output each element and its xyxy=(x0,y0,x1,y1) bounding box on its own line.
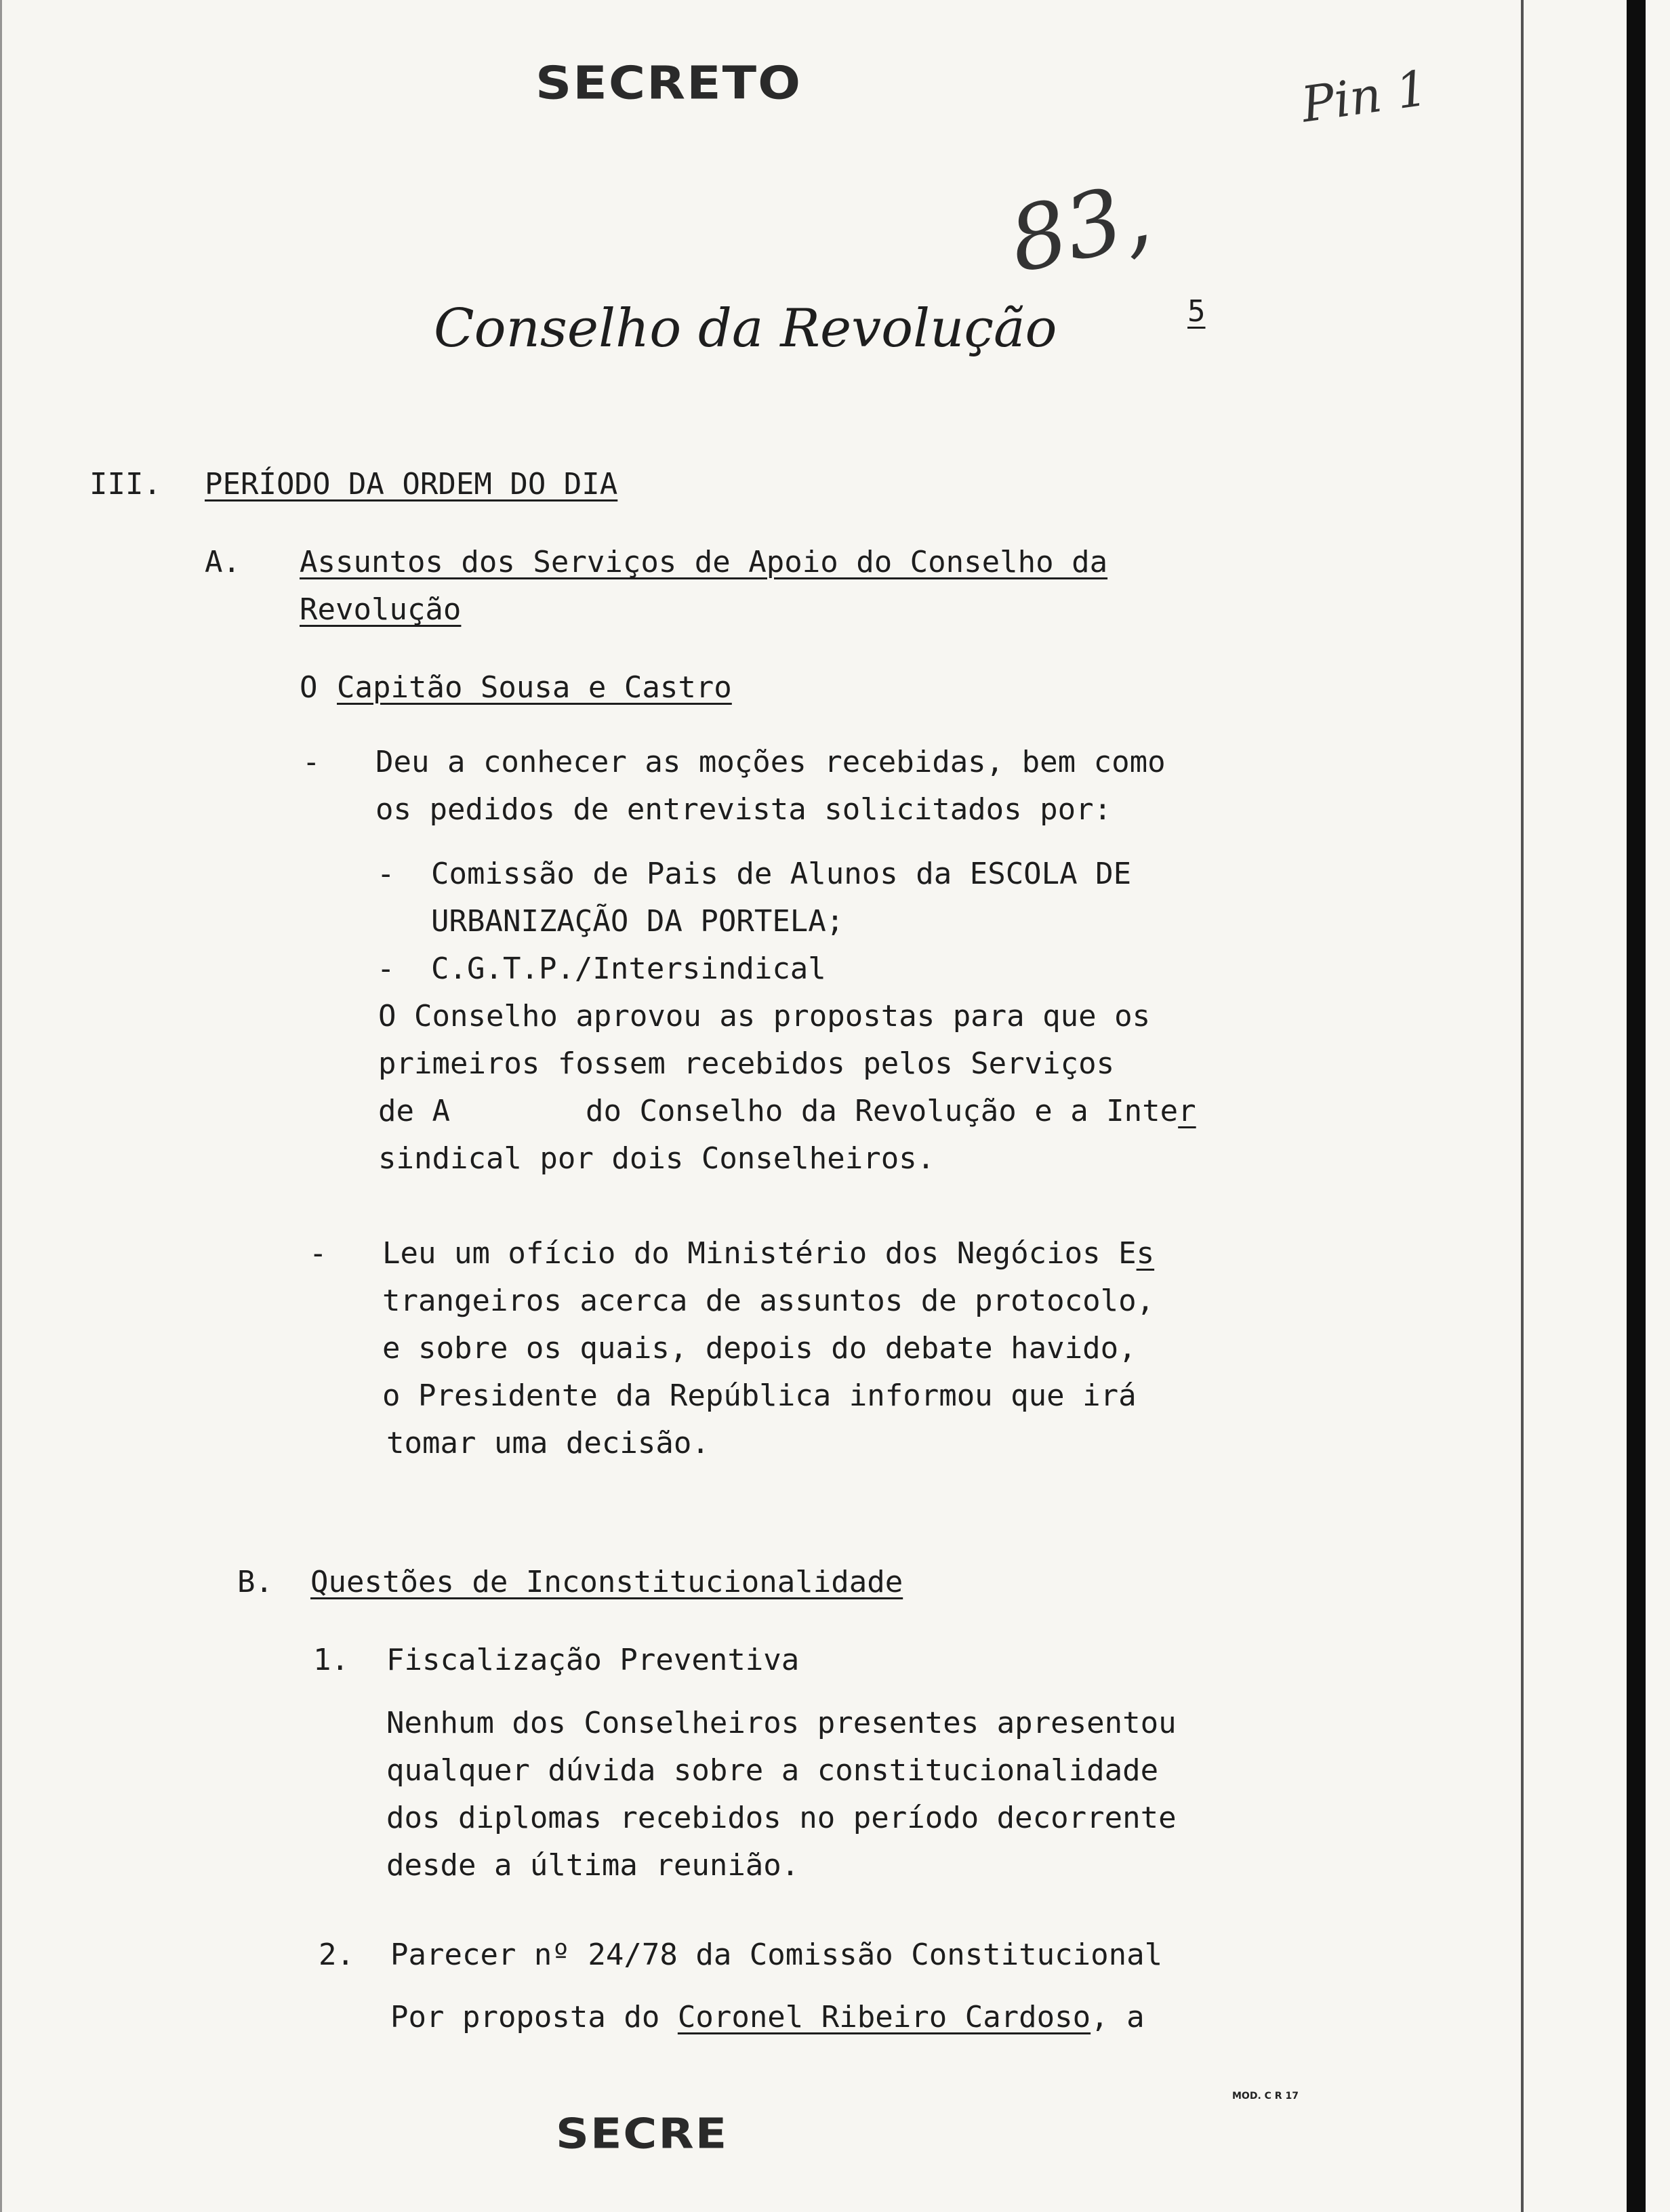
item1-cont-line3-b: do Conselho da Revolução e a Inte xyxy=(585,1094,1179,1128)
scan-right-edge xyxy=(1627,0,1646,2212)
section-iii-number: III. xyxy=(89,467,161,501)
item2-line1 xyxy=(382,1230,1154,1277)
secreto-stamp-top: SECRETO xyxy=(535,57,802,110)
section-iii-title: PERÍODO DA ORDEM DO DIA xyxy=(205,467,618,501)
item2-line3: e sobre os quais, depois do debate havido, xyxy=(382,1331,1137,1366)
item1-sub1-line1: Comissão de Pais de Alunos da ESCOLA DE xyxy=(431,857,1132,891)
form-code: MOD. C R 17 xyxy=(1232,2091,1299,2102)
section-b2-number: 2. xyxy=(319,1938,354,1972)
section-b1-line2: qualquer dúvida sobre a constitucionalidade xyxy=(386,1753,1159,1788)
item1-bullet: - xyxy=(302,745,321,779)
scan-left-edge xyxy=(0,0,2,2212)
handwritten-reference: Pin 1 xyxy=(1298,59,1431,134)
item2-line4: o Presidente da República informou que irá xyxy=(382,1378,1137,1413)
item1-sub2-line1: C.G.T.P./Intersindical xyxy=(431,951,826,986)
item1-cont-line3-a: de A xyxy=(378,1094,450,1128)
section-a-number: A. xyxy=(205,545,241,579)
item1-sub1-bullet: - xyxy=(377,857,395,891)
item2-line1-a: Leu um ofício do Ministério dos Negócios E xyxy=(382,1236,1137,1271)
item1-cont-line3-c: r xyxy=(1178,1094,1196,1128)
item1-cont-line2: primeiros fossem recebidos pelos Serviços xyxy=(378,1046,1115,1081)
section-b1-number: 1. xyxy=(313,1643,349,1677)
section-a-title-line2: Revolução xyxy=(300,592,462,627)
secreto-stamp-bottom: SECRE xyxy=(556,2110,729,2159)
item2-line1-b: s xyxy=(1136,1236,1155,1271)
item1-line2: os pedidos de entrevista solicitados por: xyxy=(375,792,1112,827)
section-b-number: B. xyxy=(237,1565,273,1599)
letterhead: Conselho da Revolução xyxy=(434,298,1057,359)
section-b2-line1 xyxy=(390,1994,1145,2041)
item1-sub1-line2: URBANIZAÇÃO DA PORTELA; xyxy=(431,904,844,939)
section-a-title-line1: Assuntos dos Serviços de Apoio do Conselho da xyxy=(300,545,1108,579)
item1-sub2-bullet: - xyxy=(377,951,395,986)
item2-line2: trangeiros acerca de assuntos de protocolo, xyxy=(382,1284,1155,1318)
item2-bullet: - xyxy=(309,1236,327,1271)
section-b1-line4: desde a última reunião. xyxy=(386,1848,800,1883)
page-number: 5 xyxy=(1187,294,1206,329)
section-b2-line1-a: Por proposta do xyxy=(390,2000,660,2034)
item1-cont-line1: O Conselho aprovou as propostas para que os xyxy=(378,999,1151,1033)
section-b1-line1: Nenhum dos Conselheiros presentes apresentou xyxy=(386,1706,1177,1740)
section-b1-title: Fiscalização Preventiva xyxy=(386,1643,800,1677)
item1-line1: Deu a conhecer as moções recebidas, bem como xyxy=(375,745,1166,779)
item1-cont-line4: sindical por dois Conselheiros. xyxy=(378,1141,935,1176)
section-b2-title: Parecer nº 24/78 da Comissão Constitucional xyxy=(390,1938,1163,1972)
handwritten-initials: 83, xyxy=(1000,163,1160,293)
section-b1-line3: dos diplomas recebidos no período decorrente xyxy=(386,1801,1177,1835)
scan-fold-line xyxy=(1521,0,1524,2212)
section-b2-line1-c: , a xyxy=(1091,2000,1145,2034)
speaker-name: Capitão Sousa e Castro xyxy=(337,670,732,705)
section-b-title: Questões de Inconstitucionalidade xyxy=(310,1565,903,1599)
speaker-prefix: O xyxy=(300,670,318,705)
section-b2-line1-b: Coronel Ribeiro Cardoso xyxy=(677,2000,1091,2034)
item1-cont-line3 xyxy=(378,1088,1196,1135)
item2-line5: tomar uma decisão. xyxy=(386,1426,710,1460)
